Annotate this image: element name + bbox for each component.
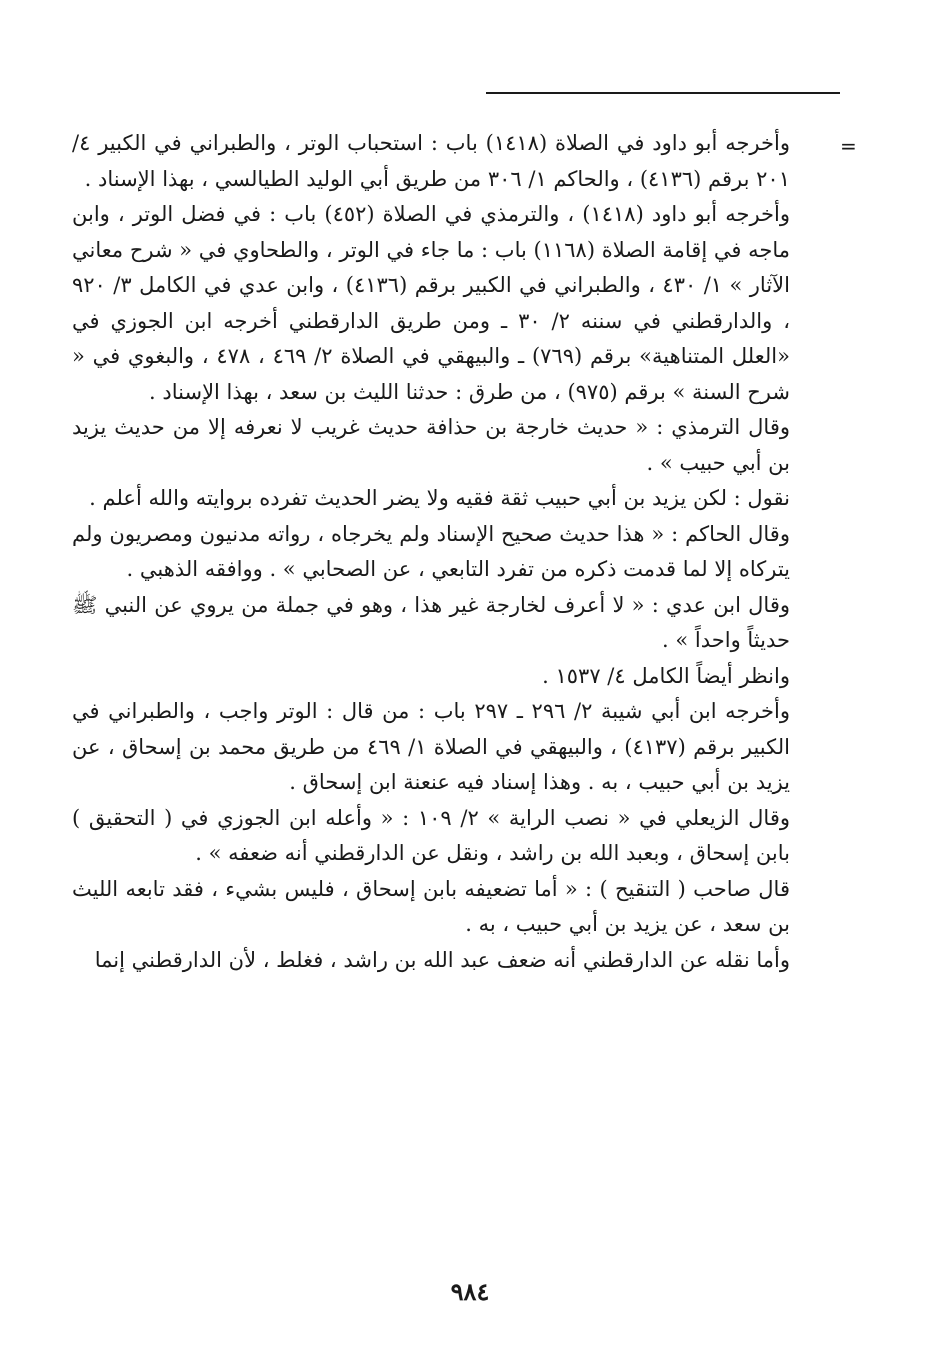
paragraph-5: وقال الحاكم : « هذا حديث صحيح الإسناد ولم يخرجاه ، رواته مدنيون ومصريون ولم يتركاه إلا لما قدمت ذكره من تفرد التابعي ، عن الصحابي » . ووافقه الذهبي . [72, 521, 790, 581]
paragraph-4: نقول : لكن يزيد بن أبي حبيب ثقة فقيه ولا يضر الحديث تفرده بروايته والله أعلم . [89, 486, 790, 510]
paragraph-11: وأما نقله عن الدارقطني أنه ضعف عبد الله بن راشد ، فغلط ، لأن الدارقطني إنما [94, 947, 790, 972]
paragraph-3: وقال الترمذي : « حديث خارجة بن حذافة حديث غريب لا نعرفه إلا من حديث يزيد بن أبي حبيب » . [72, 415, 790, 475]
paragraph-6: وقال ابن عدي : « لا أعرف لخارجة غير هذا ، وهو في جملة من يروي عن النبي ﷺ حديثاً واحداً » . [72, 592, 791, 652]
paragraph-2: وأخرجه أبو داود (١٤١٨) ، والترمذي في الصلاة (٤٥٢) باب : في فضل الوتر ، وابن ماجه في إقامة الصلاة (١١٦٨) باب : ما جاء في الوتر ، والطحاوي في « شرح معاني الآثار » ١/ ٤٣٠ ، والطبراني في الكبير برقم (٤١٣٦) ، وابن عدي في الكامل ٣/ ٩٢٠ ، والدارقطني في سننه ٢/ ٣٠ ـ ومن طريق الدارقطني أخرجه ابن الجوزي في «العلل المتناهية» برقم (٧٦٩) ـ والبيهقي في الصلاة ٢/ ٤٦٩ ، ٤٧٨ ، والبغوي في « شرح السنة » برقم (٩٧٥) ، من طرق : حدثنا الليث بن سعد ، بهذا الإسناد . [72, 202, 790, 404]
paragraph-9: وقال الزيعلي في « نصب الراية » ٢/ ١٠٩ : « وأعله ابن الجوزي في ( التحقيق ) بابن إسحاق ، وبعبد الله بن راشد ، ونقل عن الدارقطني أنه ضعفه » . [72, 805, 790, 865]
paragraph-8: وأخرجه ابن أبي شيبة ٢/ ٢٩٦ ـ ٢٩٧ باب : من قال : الوتر واجب ، والطبراني في الكبير برقم (٤١٣٧) ، والبيهقي في الصلاة ١/ ٤٦٩ من طريق محمد بن إسحاق ، عن يزيد بن أبي حبيب ، به . وهذا إسناد فيه عنعنة ابن إسحاق . [72, 699, 790, 794]
footnote-separator-rule [486, 92, 840, 94]
continuation-mark: = [840, 134, 857, 158]
page-number: ٩٨٤ [450, 1277, 490, 1306]
paragraph-1: وأخرجه أبو داود في الصلاة (١٤١٨) باب : استحباب الوتر ، والطبراني في الكبير ٤/ ٢٠١ برقم (٤١٣٦) ، والحاكم ١/ ٣٠٦ من طريق أبي الوليد الطيالسي ، بهذا الإسناد . [72, 131, 790, 191]
footnote-text-block [72, 126, 790, 978]
paragraph-10: قال صاحب ( التنقيح ) : « أما تضعيفه بابن إسحاق ، فليس بشيء ، فقد تابعه الليث بن سعد ، عن يزيد بن أبي حبيب ، به . [72, 876, 790, 936]
paragraph-7: وانظر أيضاً الكامل ٤/ ١٥٣٧ . [542, 663, 790, 688]
